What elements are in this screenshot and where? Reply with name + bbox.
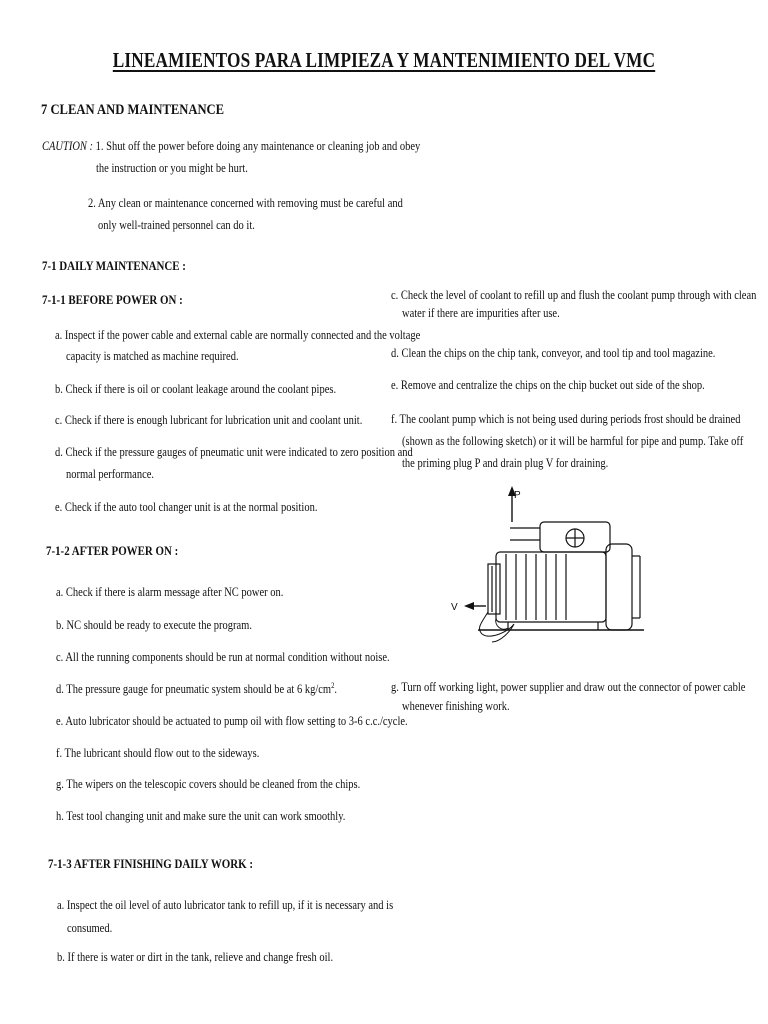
section-heading: 7 CLEAN AND MAINTENANCE	[41, 102, 225, 118]
finishing-item-a: a. Inspect the oil level of auto lubricator tank to refill up, if it is necessary and is	[57, 898, 394, 912]
priming-plug-label: P	[514, 490, 521, 501]
caution-item-1-cont: the instruction or you might be hurt.	[96, 161, 248, 175]
after-item-f: f. The lubricant should flow out to the sideways.	[56, 746, 260, 760]
after-power-on-heading: 7-1-2 AFTER POWER ON :	[46, 543, 179, 558]
finishing-item-b: b. If there is water or dirt in the tank, relieve and change fresh oil.	[57, 950, 334, 964]
right-item-d: d. Clean the chips on the chip tank, conveyor, and tool tip and tool magazine.	[391, 346, 716, 360]
after-item-d-text: d. The pressure gauge for pneumatic system should be at 6 kg/cm	[56, 682, 332, 696]
caution-item-1: 1. Shut off the power before doing any maintenance or cleaning job and obey	[95, 139, 421, 153]
page-title: LINEAMIENTOS PARA LIMPIEZA Y MANTENIMIENTO DEL VMC	[112, 48, 656, 72]
before-item-a: a. Inspect if the power cable and external cable are normally connected and the voltage	[55, 328, 421, 342]
after-item-d	[56, 678, 337, 700]
right-item-e: e. Remove and centralize the chips on the chip bucket out side of the shop.	[391, 378, 705, 392]
after-item-h: h. Test tool changing unit and make sure the unit can work smoothly.	[56, 809, 346, 823]
caution-item-2: 2. Any clean or maintenance concerned with removing must be careful and	[88, 196, 403, 210]
after-item-e: e. Auto lubricator should be actuated to pump oil with flow setting to 3-6 c.c./cycle.	[56, 714, 408, 728]
after-finishing-heading: 7-1-3 AFTER FINISHING DAILY WORK :	[48, 856, 253, 871]
right-item-f: f. The coolant pump which is not being used during periods frost should be drained	[391, 412, 741, 426]
before-item-d-cont: normal performance.	[66, 467, 155, 481]
right-item-f-cont-2: the priming plug P and drain plug V for draining.	[402, 456, 609, 470]
before-item-e: e. Check if the auto tool changer unit is at the normal position.	[55, 500, 318, 514]
caution-line-1	[42, 135, 420, 157]
after-item-d-superscript: 2	[331, 680, 335, 690]
right-item-g: g. Turn off working light, power supplier and draw out the connector of power cable	[391, 680, 746, 694]
before-power-on-heading: 7-1-1 BEFORE POWER ON :	[42, 292, 183, 307]
drain-plug-label: V	[451, 602, 458, 613]
right-item-f-cont-1: (shown as the following sketch) or it will be harmful for pipe and pump. Take off	[402, 434, 744, 448]
right-item-g-cont: whenever finishing work.	[402, 699, 510, 713]
caution-item-2-cont: only well-trained personnel can do it.	[98, 218, 255, 232]
after-item-a: a. Check if there is alarm message after NC power on.	[56, 585, 284, 599]
before-item-d: d. Check if the pressure gauges of pneumatic unit were indicated to zero position and	[55, 445, 413, 459]
after-item-d-end: .	[334, 682, 338, 696]
right-item-c-cont: water if there are impurities after use.	[402, 306, 560, 320]
right-item-c: c. Check the level of coolant to refill up and flush the coolant pump through with clean	[391, 288, 757, 302]
daily-maintenance-heading: 7-1 DAILY MAINTENANCE :	[42, 258, 186, 273]
finishing-item-a-cont: consumed.	[67, 921, 113, 935]
after-item-g: g. The wipers on the telescopic covers should be cleaned from the chips.	[56, 777, 361, 791]
after-item-b: b. NC should be ready to execute the program.	[56, 618, 252, 632]
coolant-pump-sketch	[448, 482, 684, 664]
before-item-a-cont: capacity is matched as machine required.	[66, 349, 239, 363]
before-item-b: b. Check if there is oil or coolant leakage around the coolant pipes.	[55, 382, 337, 396]
after-item-c: c. All the running components should be run at normal condition without noise.	[56, 650, 390, 664]
caution-label: CAUTION :	[42, 139, 94, 153]
before-item-c: c. Check if there is enough lubricant for lubrication unit and coolant unit.	[55, 413, 363, 427]
